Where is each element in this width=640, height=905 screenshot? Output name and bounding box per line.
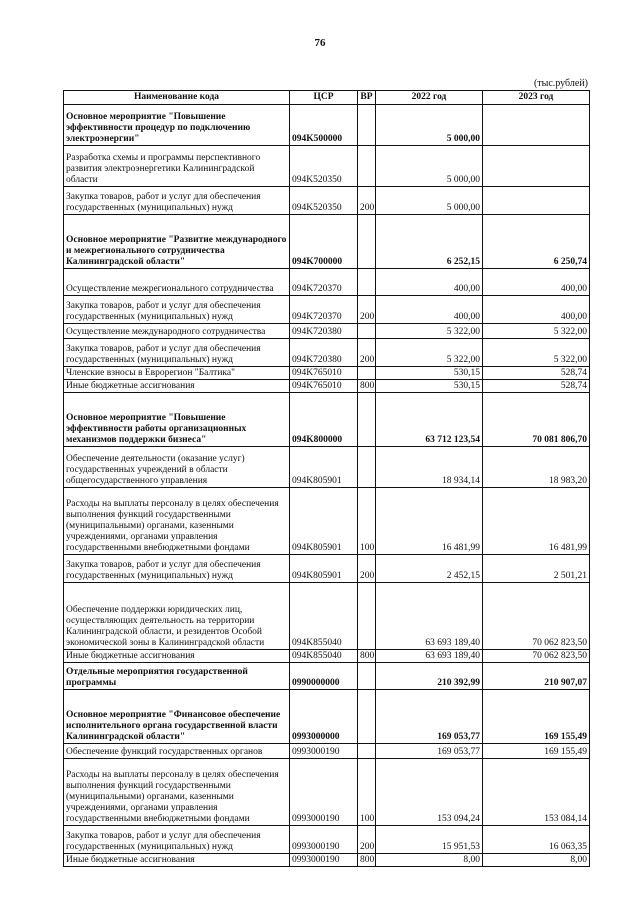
cell-csr: 094K805901 [290,447,358,488]
cell-2022: 153 094,24 [376,759,483,826]
cell-2022: 8,00 [376,854,483,867]
cell-2022: 18 934,14 [376,447,483,488]
cell-2022: 5 000,00 [376,146,483,187]
cell-vr: 800 [358,854,376,867]
table-row [64,488,590,555]
table-row [64,105,590,146]
cell-name: Разработка схемы и программы перспективного развития электроэнергетики Калининградской области [64,146,290,187]
cell-2023: 70 062 823,50 [483,583,590,650]
cell-name: Закупка товаров, работ и услуг для обеспечения государственных (муниципальных) нужд [64,555,290,583]
cell-vr: 800 [358,650,376,663]
cell-name: Расходы на выплаты персоналу в целях обеспечения выполнения функций государственными (муниципальными) органами, казенными учреждениями, органами управления государственными внебюджетными фондами [64,759,290,826]
cell-vr [358,744,376,759]
cell-2022: 63 712 123,54 [376,393,483,447]
cell-2023 [483,105,590,146]
cell-2022: 400,00 [376,269,483,296]
table-row [64,324,590,339]
cell-csr: 094K720370 [290,296,358,324]
cell-2023: 6 250,74 [483,215,590,269]
page-number: 76 [314,37,326,49]
cell-name: Основное мероприятие "Финансовое обеспечение исполнительного органа государственной власти Калининградской области" [64,690,290,744]
cell-2022: 63 693 189,40 [376,583,483,650]
table-row [64,380,590,393]
cell-2022: 530,15 [376,380,483,393]
cell-csr: 094K855040 [290,650,358,663]
table-row [64,759,590,826]
cell-2022: 5 000,00 [376,105,483,146]
cell-name: Расходы на выплаты персоналу в целях обеспечения выполнения функций государственными (муниципальными) органами, казенными учреждениями, органами управления государственными внебюджетными фондами [64,488,290,555]
cell-2022: 5 000,00 [376,187,483,215]
header-name: Наименование кода [64,91,290,105]
cell-2023: 70 062 823,50 [483,650,590,663]
table-row [64,447,590,488]
cell-vr [358,393,376,447]
cell-vr: 100 [358,759,376,826]
cell-name: Осуществление межрегионального сотрудничества [64,269,290,296]
cell-2023: 16 063,35 [483,826,590,854]
cell-csr: 094K700000 [290,215,358,269]
table-row [64,296,590,324]
cell-2022: 6 252,15 [376,215,483,269]
cell-name: Отдельные мероприятия государственной программы [64,663,290,690]
cell-2023: 8,00 [483,854,590,867]
cell-vr: 200 [358,555,376,583]
cell-vr: 100 [358,488,376,555]
header-2023: 2023 год [483,91,590,105]
table-row [64,555,590,583]
cell-name: Членские взносы в Еврорегион "Балтика" [64,367,290,380]
table-row [64,690,590,744]
table-row [64,854,590,867]
cell-2022: 2 452,15 [376,555,483,583]
header-2022: 2022 год [376,91,483,105]
cell-name: Осуществление международного сотрудничества [64,324,290,339]
cell-vr [358,324,376,339]
cell-vr: 800 [358,380,376,393]
cell-2023: 169 155,49 [483,690,590,744]
cell-2022: 530,15 [376,367,483,380]
cell-2023: 18 983,20 [483,447,590,488]
units-label: (тыс.рублей) [533,78,588,89]
table-row [64,393,590,447]
table-row [64,187,590,215]
cell-name: Закупка товаров, работ и услуг для обеспечения государственных (муниципальных) нужд [64,826,290,854]
table-row [64,650,590,663]
cell-2023: 5 322,00 [483,339,590,367]
cell-csr: 0993000190 [290,854,358,867]
cell-2023: 70 081 806,70 [483,393,590,447]
cell-name: Обеспечение функций государственных органов [64,744,290,759]
cell-vr [358,269,376,296]
cell-2023: 528,74 [483,367,590,380]
cell-name: Иные бюджетные ассигнования [64,380,290,393]
table-row [64,339,590,367]
cell-vr [358,447,376,488]
table-row [64,583,590,650]
cell-2023: 153 084,14 [483,759,590,826]
cell-csr: 094K520350 [290,187,358,215]
cell-vr: 200 [358,339,376,367]
cell-2023 [483,187,590,215]
cell-csr: 094K520350 [290,146,358,187]
cell-name: Закупка товаров, работ и услуг для обеспечения государственных (муниципальных) нужд [64,339,290,367]
cell-name: Обеспечение деятельности (оказание услуг) государственных учреждений в области общегосударственного управления [64,447,290,488]
cell-csr: 094K720380 [290,324,358,339]
cell-vr [358,690,376,744]
cell-vr [358,663,376,690]
cell-2023: 5 322,00 [483,324,590,339]
cell-vr [358,146,376,187]
cell-2022: 210 392,99 [376,663,483,690]
cell-2022: 5 322,00 [376,339,483,367]
cell-csr: 094K765010 [290,367,358,380]
table-row [64,663,590,690]
cell-2022: 169 053,77 [376,744,483,759]
cell-2022: 63 693 189,40 [376,650,483,663]
cell-2023: 400,00 [483,269,590,296]
cell-name: Иные бюджетные ассигнования [64,650,290,663]
cell-2022: 15 951,53 [376,826,483,854]
header-csr: ЦСР [290,91,358,105]
cell-csr: 094K800000 [290,393,358,447]
table-row [64,826,590,854]
table-row [64,744,590,759]
cell-2023: 169 155,49 [483,744,590,759]
cell-vr [358,215,376,269]
table-row [64,269,590,296]
cell-vr: 200 [358,187,376,215]
cell-vr [358,367,376,380]
cell-csr: 0990000000 [290,663,358,690]
cell-2022: 400,00 [376,296,483,324]
cell-csr: 094K805901 [290,488,358,555]
cell-2023 [483,146,590,187]
cell-2023: 2 501,21 [483,555,590,583]
cell-vr [358,583,376,650]
cell-name: Обеспечение поддержки юридических лиц, осуществляющих деятельность на территории Калининградской области, и резидентов Особой экономической зоны в Калининградской области [64,583,290,650]
cell-name: Основное мероприятие "Развитие международного и межрегионального сотрудничества Калининградской области" [64,215,290,269]
cell-vr [358,105,376,146]
header-vr: ВР [358,91,376,105]
cell-2022: 16 481,99 [376,488,483,555]
cell-name: Иные бюджетные ассигнования [64,854,290,867]
cell-2023: 528,74 [483,380,590,393]
cell-name: Закупка товаров, работ и услуг для обеспечения государственных (муниципальных) нужд [64,296,290,324]
cell-2023: 16 481,99 [483,488,590,555]
cell-name: Основное мероприятие "Повышение эффективности работы организационных механизмов поддержки бизнеса" [64,393,290,447]
cell-name: Закупка товаров, работ и услуг для обеспечения государственных (муниципальных) нужд [64,187,290,215]
cell-2022: 169 053,77 [376,690,483,744]
cell-csr: 094K720370 [290,269,358,296]
cell-vr: 200 [358,296,376,324]
cell-vr: 200 [358,826,376,854]
cell-csr: 0993000190 [290,759,358,826]
cell-csr: 094K805901 [290,555,358,583]
cell-name: Основное мероприятие "Повышение эффективности процедур по подключению электроэнергии" [64,105,290,146]
header-row [64,91,590,105]
table-row [64,146,590,187]
cell-csr: 094K720380 [290,339,358,367]
table-row [64,215,590,269]
cell-2023: 400,00 [483,296,590,324]
budget-table [63,90,590,867]
cell-2023: 210 907,07 [483,663,590,690]
cell-csr: 0993000190 [290,744,358,759]
cell-csr: 094K855040 [290,583,358,650]
cell-2022: 5 322,00 [376,324,483,339]
cell-csr: 094K765010 [290,380,358,393]
cell-csr: 0993000190 [290,826,358,854]
table-row [64,367,590,380]
cell-csr: 094K500000 [290,105,358,146]
cell-csr: 0993000000 [290,690,358,744]
